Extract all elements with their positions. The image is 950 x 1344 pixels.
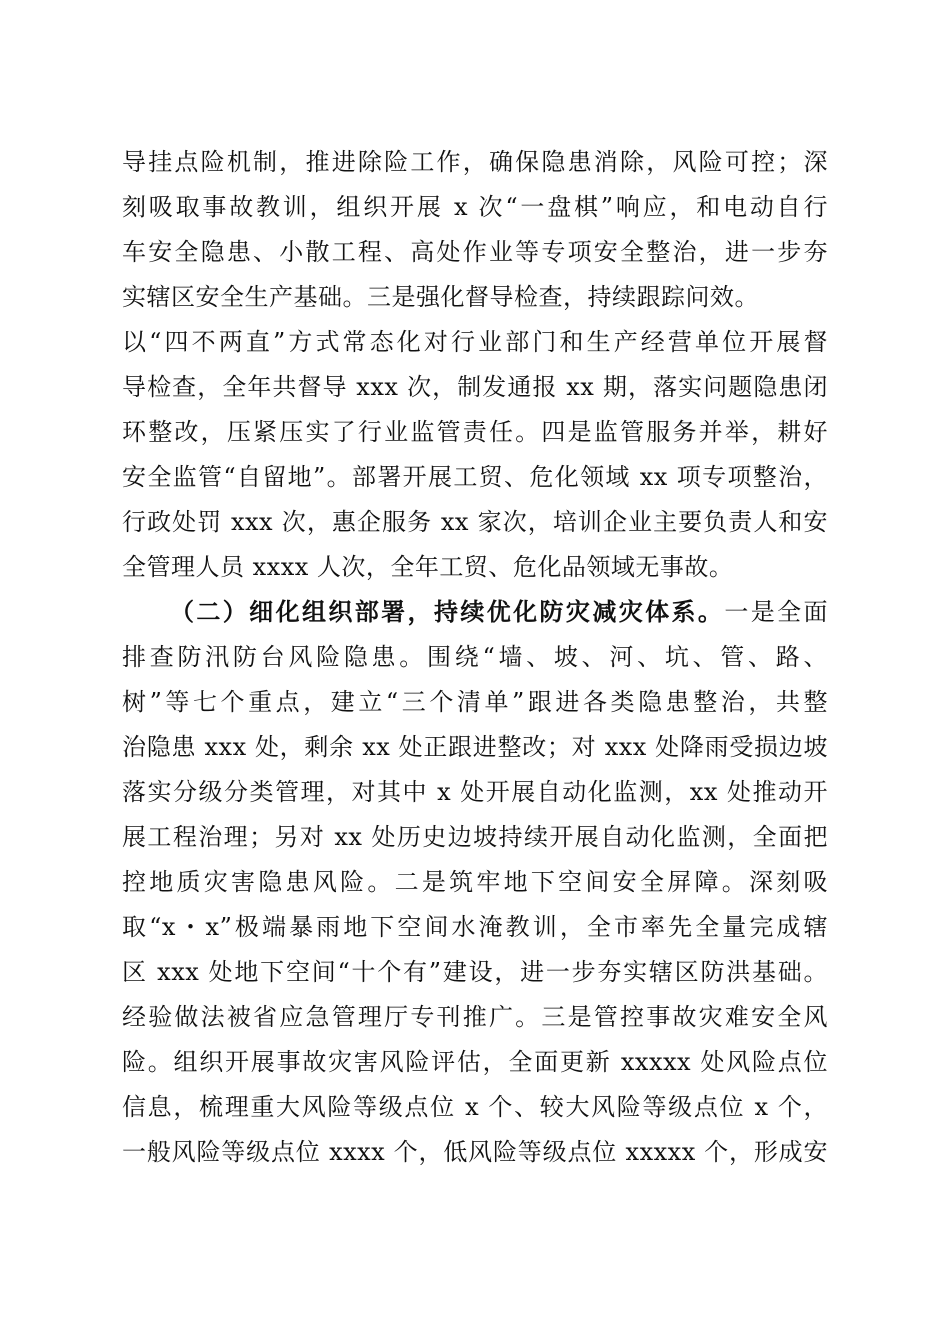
text-line: 车安全隐患、小散工程、高处作业等专项安全整治，进一步夯 (122, 238, 828, 266)
text-line: 导检查，全年共督导 xxx 次，制发通报 xx 期，落实问题隐患闭 (122, 373, 828, 401)
text-line: 经验做法被省应急管理厅专刊推广。三是管控事故灾难安全风 (122, 1003, 828, 1031)
section-heading-line (170, 590, 828, 634)
section-heading: （二）细化组织部署，持续优化防灾减灾体系。 (170, 597, 725, 626)
text-line: 治隐患 xxx 处，剩余 xx 处正跟进整改；对 xxx 处降雨受损边坡 (122, 733, 828, 761)
text-line: 导挂点险机制，推进除险工作，确保隐患消除，风险可控；深 (122, 148, 828, 176)
text-line: 全管理人员 xxxx 人次，全年工贸、危化品领域无事故。 (122, 553, 734, 581)
text-line: 取“x・x”极端暴雨地下空间水淹教训，全市率先全量完成辖 (122, 913, 828, 941)
text-line: 刻吸取事故教训，组织开展 x 次“一盘棋”响应，和电动自行 (122, 193, 828, 221)
text-line: 以“四不两直”方式常态化对行业部门和生产经营单位开展督 (122, 328, 828, 356)
section-heading-tail: 一是全面 (724, 598, 828, 626)
text-line: 信息，梳理重大风险等级点位 x 个、较大风险等级点位 x 个， (122, 1093, 828, 1121)
text-line: 行政处罚 xxx 次，惠企服务 xx 家次，培训企业主要负责人和安 (122, 508, 828, 536)
text-line: 实辖区安全生产基础。三是强化督导检查，持续跟踪问效。 (122, 283, 759, 311)
text-line: 一般风险等级点位 xxxx 个，低风险等级点位 xxxxx 个，形成安 (122, 1138, 828, 1166)
text-line: 区 xxx 处地下空间“十个有”建设，进一步夯实辖区防洪基础。 (122, 958, 828, 986)
text-line: 环整改，压紧压实了行业监管责任。四是监管服务并举，耕好 (122, 418, 828, 446)
text-line: 展工程治理；另对 xx 处历史边坡持续开展自动化监测，全面把 (122, 823, 828, 851)
text-line: 安全监管“自留地”。部署开展工贸、危化领域 xx 项专项整治， (122, 463, 828, 491)
text-line: 排查防汛防台风险隐患。围绕“墙、坡、河、坑、管、路、 (122, 643, 828, 671)
text-line: 险。组织开展事故灾害风险评估，全面更新 xxxxx 处风险点位 (122, 1048, 828, 1076)
text-line: 落实分级分类管理，对其中 x 处开展自动化监测，xx 处推动开 (122, 778, 828, 806)
text-line: 树”等七个重点，建立“三个清单”跟进各类隐患整治，共整 (122, 688, 828, 716)
text-line: 控地质灾害隐患风险。二是筑牢地下空间安全屏障。深刻吸 (122, 868, 828, 896)
